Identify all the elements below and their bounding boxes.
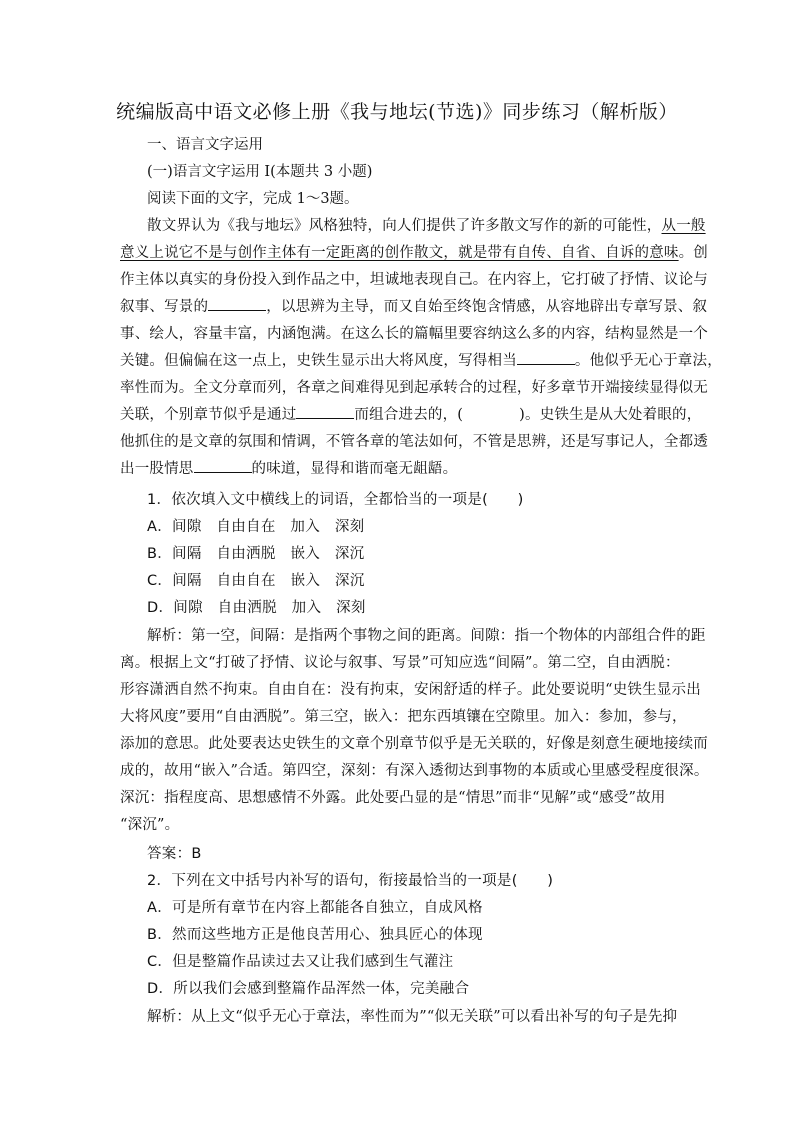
underlined-text: 意义上说它不是与创作主体有一定距离的创作散文，就是带有自传、自省、自诉的意味 (120, 245, 679, 261)
document-title: 统编版高中语文必修上册《我与地坛(节选)》同步练习（解析版） (116, 101, 678, 123)
fill-blank-1 (208, 298, 266, 311)
fill-blank-4 (194, 460, 252, 473)
q1-analysis-line-8: “深沉”。 (120, 817, 180, 833)
q1-option-d: D．间隙 自由洒脱 加入 深刻 (147, 600, 366, 616)
passage-line-9: 他抓住的是文章的氛围和情调，不管各章的笔法如何，不管是思辨，还是写事记人，全都透 (120, 434, 708, 450)
q1-option-c: C．间隔 自由自在 嵌入 深沉 (147, 573, 365, 589)
passage-line-5: 事、绘人，容量丰富，内涵饱满。在这么长的篇幅里要容纳这么多的内容，结构显然是一个 (120, 326, 708, 342)
question-1-stem: 1．依次填入文中横线上的词语，全都恰当的一项是( ) (147, 492, 524, 508)
q2-option-c: C．但是整篇作品读过去又让我们感到生气灌注 (147, 954, 454, 970)
q2-option-d: D．所以我们会感到整篇作品浑然一体，完美融合 (147, 981, 470, 997)
subsection-heading: (一)语言文字运用 Ⅰ(本题共 3 小题) (147, 164, 373, 180)
q2-option-b: B．然而这些地方正是他良苦用心、独具匠心的体现 (147, 927, 483, 943)
q2-option-a: A．可是所有章节在内容上都能各自独立，自成风格 (147, 900, 483, 916)
q2-analysis-line-1: 解析：从上文“似乎无心于章法，率性而为”“似无关联”可以看出补写的句子是先抑 (147, 1009, 678, 1025)
q1-option-b: B．间隔 自由洒脱 嵌入 深沉 (147, 546, 365, 562)
q1-analysis-line-4: 大将风度”要用“自由洒脱”。第三空，嵌入：把东西填镶在空隙里。加入：参加，参与， (120, 709, 687, 725)
passage-line-8: 关联，个别章节似乎是通过 而组合进去的，( )。史铁生是从大处着眼的， (120, 407, 702, 423)
fill-blank-3 (296, 406, 354, 419)
passage-line-3: 作主体以真实的身份投入到作品之中，坦诚地表现自己。在内容上，它打破了抒情、议论与 (120, 272, 708, 288)
reading-instruction: 阅读下面的文字，完成 1～3题。 (147, 191, 359, 207)
passage-line-7: 率性而为。全文分章而列，各章之间难得见到起承转合的过程，好多章节开端接续显得似无 (120, 380, 708, 396)
q1-answer: 答案：B (147, 846, 202, 862)
q1-analysis-line-2: 离。根据上文“打破了抒情、议论与叙事、写景”可知应选“间隔”。第二空，自由洒脱： (120, 655, 680, 671)
q1-option-a: A．间隙 自由自在 加入 深刻 (147, 519, 365, 535)
underlined-text: 从一般 (661, 218, 706, 234)
q1-analysis-line-5: 添加的意思。此处要表达史铁生的文章个别章节似乎是无关联的，好像是刻意生硬地接续而 (120, 736, 708, 752)
passage-line-6: 关键。但偏偏在这一点上，史铁生显示出大将风度，写得相当 。他似乎无心于章法， (120, 353, 722, 369)
fill-blank-2 (517, 352, 575, 365)
q1-analysis-line-7: 深沉：指程度高、思想感情不外露。此处要凸显的是“情思”而非“见解”或“感受”故用 (120, 790, 666, 806)
question-2-stem: 2．下列在文中括号内补写的语句，衔接最恰当的一项是( ) (147, 873, 554, 889)
q1-analysis-line-3: 形容潇洒自然不拘束。自由自在：没有拘束，安闲舒适的样子。此处要说明“史铁生显示出 (120, 682, 701, 698)
q1-analysis-line-6: 成的，故用“嵌入”合适。第四空，深刻：有深入透彻达到事物的本质或心里感受程度很深。 (120, 763, 709, 779)
q1-analysis-line-1: 解析：第一空，间隔：是指两个事物之间的距离。间隙：指一个物体的内部组合件的距 (147, 628, 706, 644)
section-heading: 一、语言文字运用 (147, 137, 263, 153)
passage-line-2: 意义上说它不是与创作主体有一定距离的创作散文，就是带有自传、自省、自诉的意味。创 (120, 245, 709, 261)
passage-line-4: 叙事、写景的 ，以思辨为主导，而又自始至终饱含情感，从容地辟出专章写景、叙 (120, 299, 708, 315)
passage-line-10: 出一股情思 的味道，显得和谐而毫无龃龉。 (120, 461, 458, 477)
passage-line-1: 散文界认为《我与地坛》风格独特，向人们提供了许多散文写作的新的可能性，从一般 (147, 218, 706, 234)
